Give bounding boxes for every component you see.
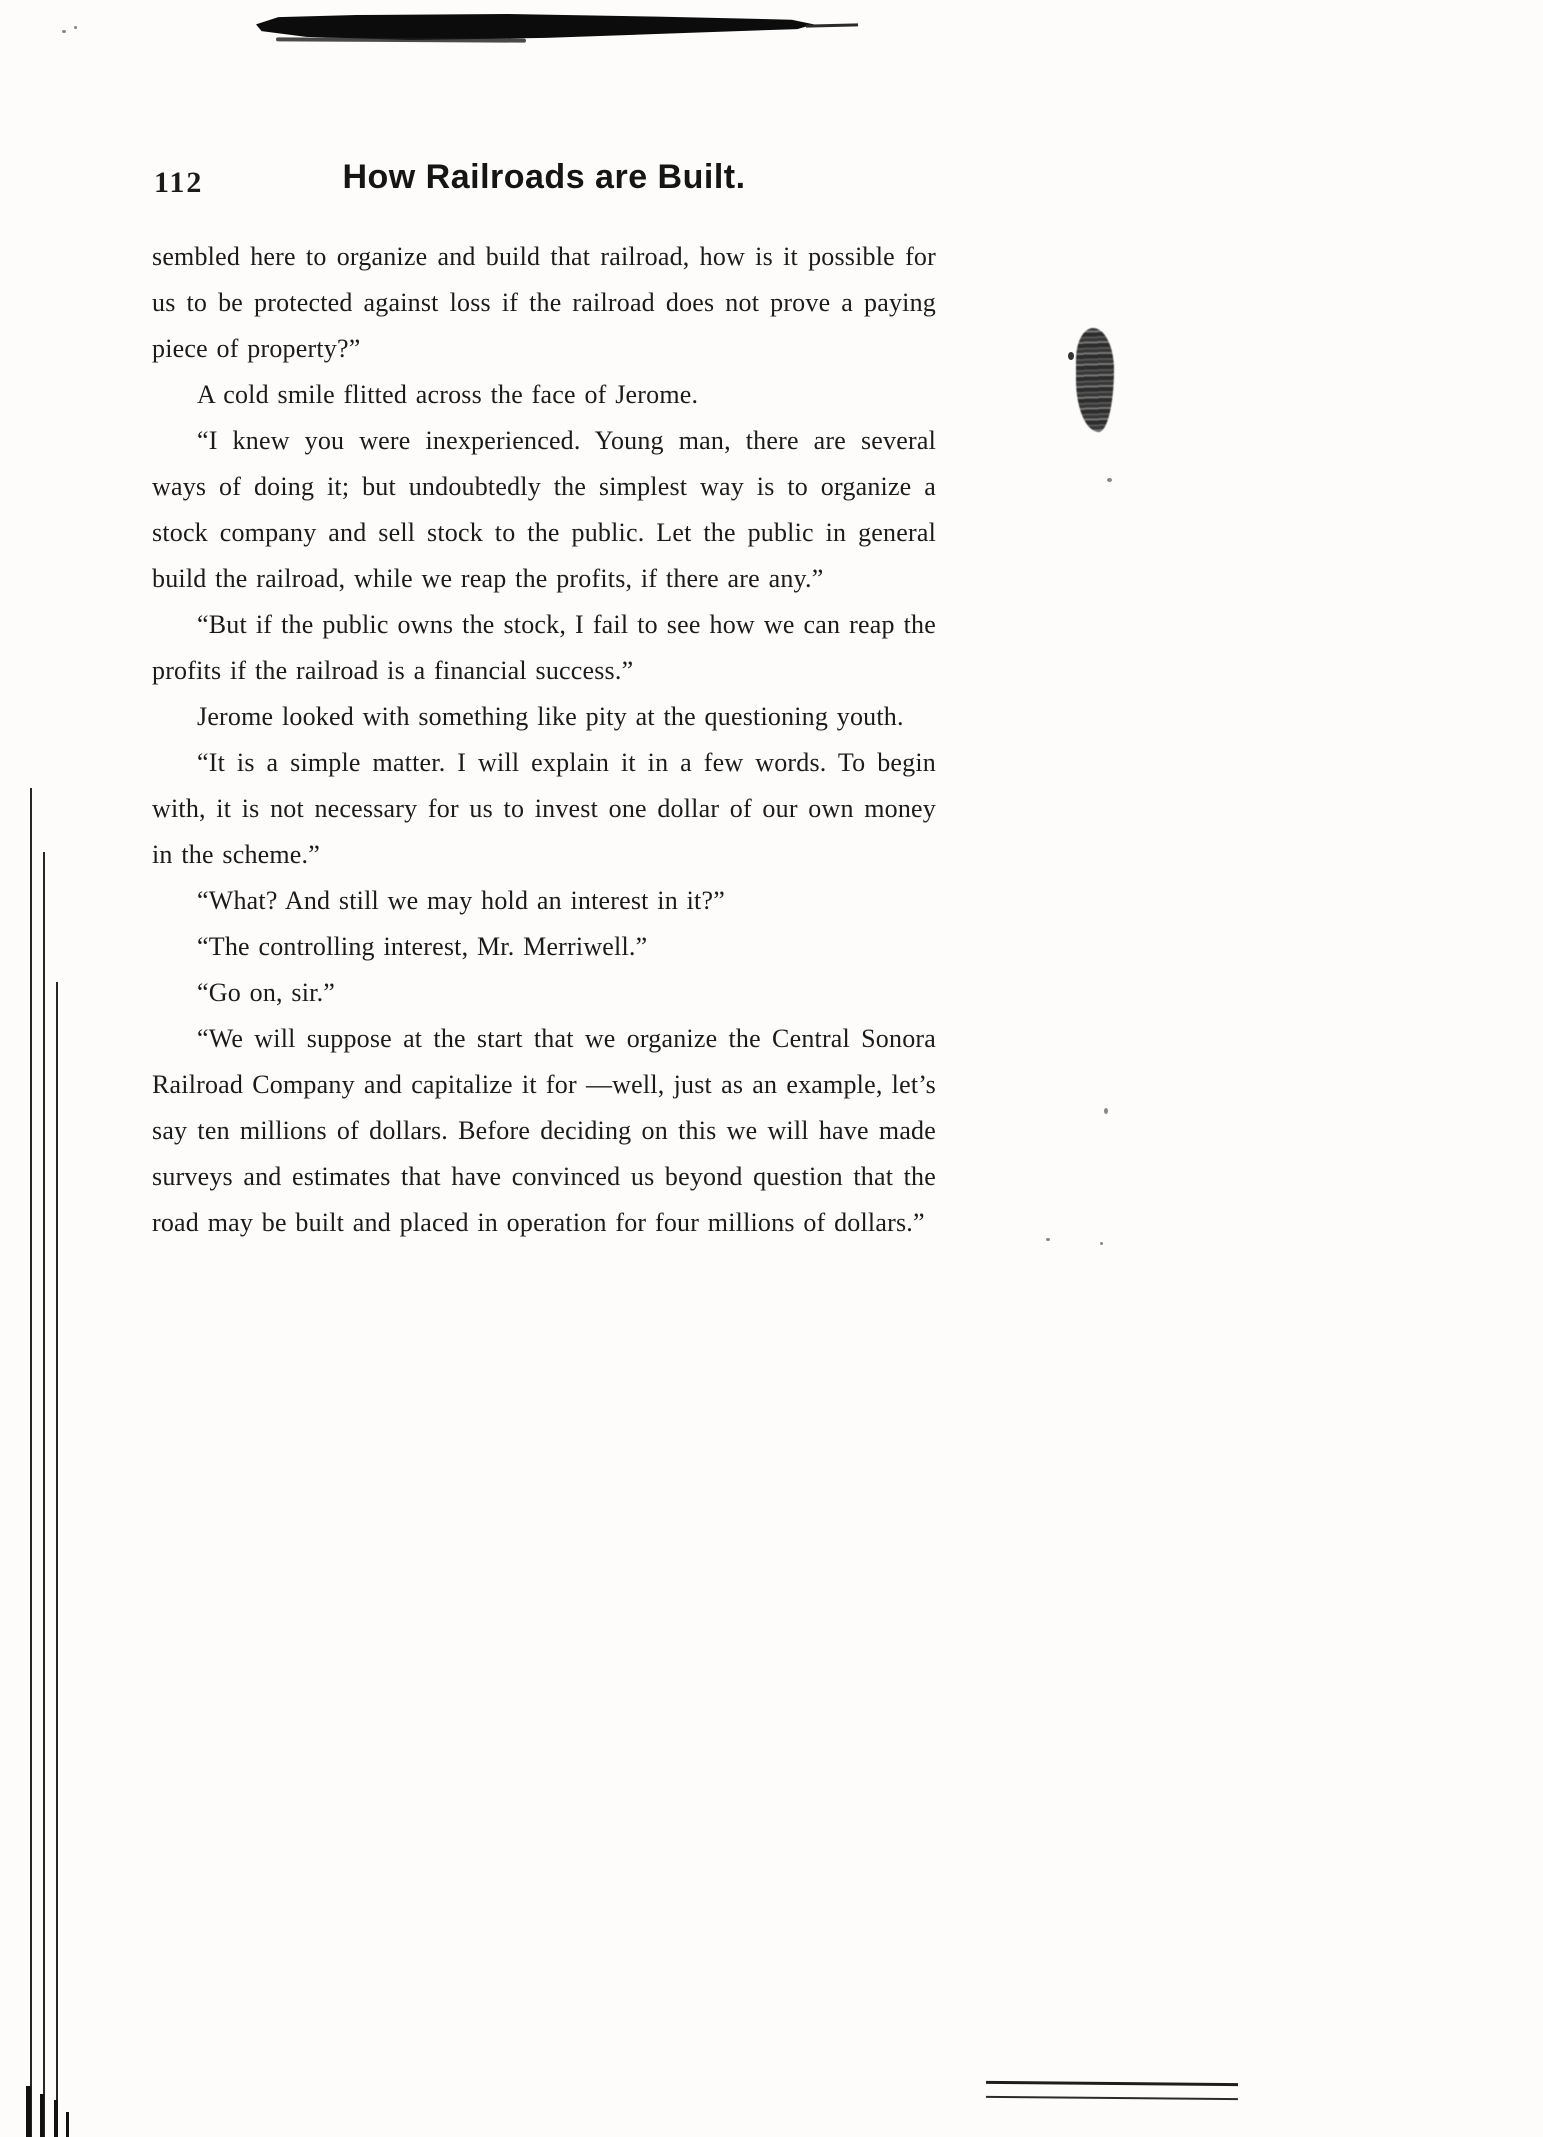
paragraph: A cold smile flitted across the face of Jerome. xyxy=(197,380,699,409)
scan-speck xyxy=(1046,1238,1050,1241)
page-number: 112 xyxy=(154,166,204,199)
page-title: How Railroads are Built. xyxy=(342,158,746,196)
page-content xyxy=(152,158,936,1246)
page-header xyxy=(152,158,936,208)
paragraph: sembled here to organize and build that railroad, how is it possible for us to be protected against loss if the railroad does not prove a paying piece of property?” xyxy=(152,242,936,363)
page-body xyxy=(152,234,936,1246)
bottom-left-mark-4 xyxy=(66,2112,69,2137)
left-margin-pen-line-1 xyxy=(30,788,32,2137)
scan-speck xyxy=(1104,1108,1108,1114)
scan-speck xyxy=(1100,1242,1103,1245)
ink-blot-dot xyxy=(1068,352,1074,360)
bottom-left-mark-2 xyxy=(40,2094,44,2137)
paragraph: “It is a simple matter. I will explain it in a few words. To begin with, it is not necessary for us to invest one dollar of our own money in the scheme.” xyxy=(152,748,936,869)
scan-speck xyxy=(62,30,66,33)
ink-blot-right-margin xyxy=(1076,328,1114,432)
paragraph: “What? And still we may hold an interest in it?” xyxy=(197,886,725,915)
paragraph: “Go on, sir.” xyxy=(197,978,336,1007)
scan-speck xyxy=(1107,478,1112,482)
paragraph: Jerome looked with something like pity at the questioning youth. xyxy=(197,702,904,731)
paragraph: “But if the public owns the stock, I fail to see how we can reap the profits if the railroad is a financial success.” xyxy=(152,610,936,685)
left-margin-pen-line-3 xyxy=(56,982,58,2137)
bottom-left-mark-1 xyxy=(26,2086,31,2137)
ink-smudge-tail xyxy=(806,23,858,27)
bottom-right-scan-lines xyxy=(986,2081,1238,2100)
bottom-left-mark-3 xyxy=(54,2100,58,2137)
ink-smudge-top xyxy=(256,14,814,40)
left-margin-pen-line-2 xyxy=(43,852,45,2137)
scan-speck xyxy=(74,26,77,29)
paragraph: “The controlling interest, Mr. Merriwell.” xyxy=(197,932,648,961)
ink-smudge-underline xyxy=(276,37,526,42)
paragraph: “I knew you were inexperienced. Young man, there are several ways of doing it; but undoubtedly the simplest way is to organize a stock company and sell stock to the public. Let the public in general build the railroad, while we reap the profits, if there are any.” xyxy=(152,426,936,593)
paragraph: “We will suppose at the start that we organize the Central Sonora Railroad Company and capitalize it for —well, just as an example, let’s say ten millions of dollars. Before deciding on this we will have made surveys and estimates that have convinced us beyond question that the road may be built and placed in operation for four millions of dollars.” xyxy=(152,1024,936,1237)
